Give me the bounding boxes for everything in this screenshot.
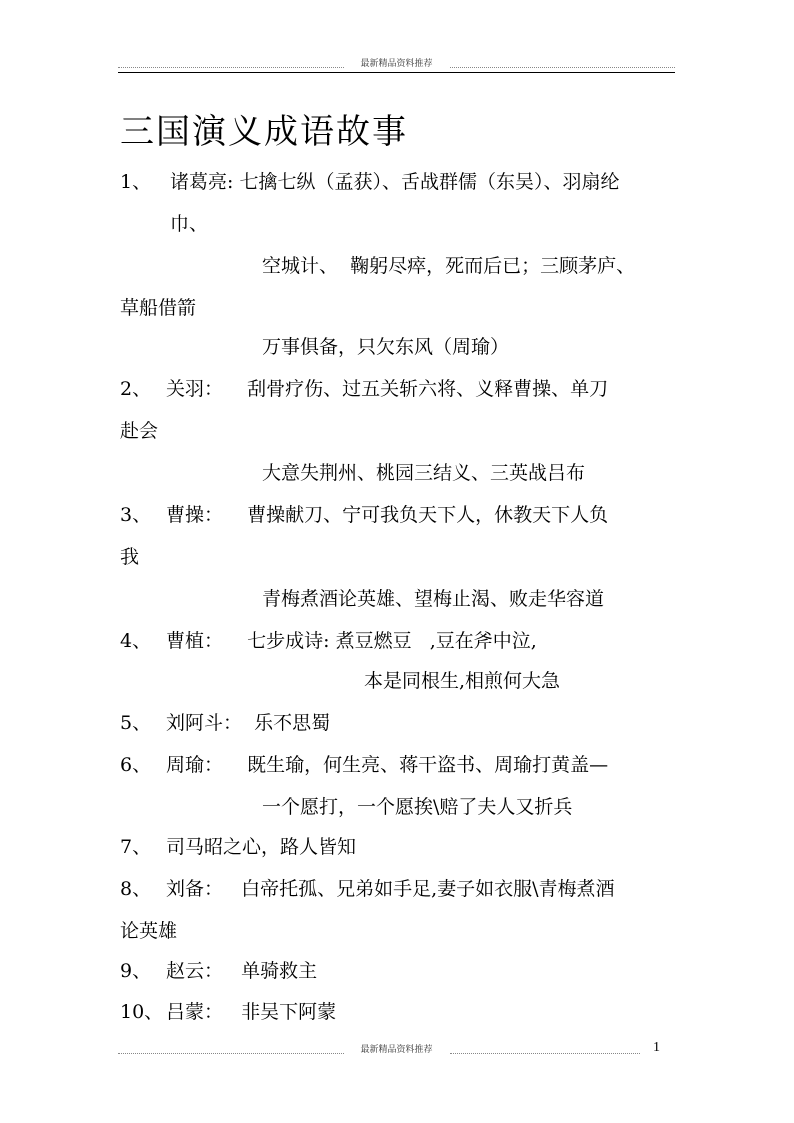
document-title: 三国演义成语故事 <box>120 112 408 152</box>
item-5-number: 5、 <box>120 712 152 734</box>
item-2-text: 关羽： 刮骨疗伤、过五关斩六将、义释曹操、单刀 <box>166 378 609 400</box>
page-number: 1 <box>653 1040 660 1055</box>
item-4-number: 4、 <box>120 630 152 652</box>
header-dotted-rule-right <box>450 67 675 68</box>
item-8-text: 刘备： 白帝托孤、兄弟如手足,妻子如衣服\青梅煮酒 <box>166 878 615 900</box>
item-2-continuation: 大意失荆州、桃园三结义、三英战吕布 <box>262 462 586 484</box>
footer-text: 最新精品资料推荐 <box>360 1045 433 1055</box>
item-1-continuation: 草船借箭 <box>120 297 197 319</box>
page-footer <box>118 1042 675 1060</box>
item-4-continuation: 本是同根生,相煎何大急 <box>364 670 561 692</box>
item-2-number: 2、 <box>120 378 152 400</box>
item-1-continuation: 万事俱备，只欠东风（周瑜） <box>262 336 510 358</box>
item-1-text: 诸葛亮: 七擒七纵（孟获）、舌战群儒（东吴）、羽扇纶 <box>170 171 620 193</box>
item-10-number: 10、 <box>120 1001 164 1023</box>
item-6-continuation: 一个愿打，一个愿挨\赔了夫人又折兵 <box>262 796 573 818</box>
item-5-text: 刘阿斗： 乐不思蜀 <box>166 712 331 734</box>
item-6-number: 6、 <box>120 754 152 776</box>
item-1-number: 1、 <box>120 171 152 193</box>
header-rule <box>118 72 675 73</box>
item-2-continuation: 赴会 <box>120 420 159 442</box>
item-6-text: 周瑜： 既生瑜，何生亮、蒋干盗书、周瑜打黄盖— <box>166 754 609 776</box>
item-7-text: 司马昭之心，路人皆知 <box>166 836 357 858</box>
item-10-text: 吕蒙： 非吴下阿蒙 <box>166 1001 337 1023</box>
item-3-number: 3、 <box>120 504 152 526</box>
item-9-number: 9、 <box>120 960 152 982</box>
item-8-continuation: 论英雄 <box>120 920 178 942</box>
item-8-number: 8、 <box>120 878 152 900</box>
item-3-continuation: 我 <box>120 546 140 568</box>
item-9-text: 赵云： 单骑救主 <box>166 960 318 982</box>
item-1-continuation: 巾、 <box>170 213 209 235</box>
footer-dotted-rule-right <box>450 1053 640 1054</box>
item-7-number: 7、 <box>120 836 152 858</box>
item-3-text: 曹操： 曹操献刀、宁可我负天下人，休教天下人负 <box>166 504 609 526</box>
item-4-text: 曹植： 七步成诗: 煮豆燃豆 ,豆在斧中泣, <box>166 630 537 652</box>
item-1-continuation: 空城计、 鞠躬尽瘁，死而后已；三顾茅庐、 <box>262 255 636 277</box>
item-3-continuation: 青梅煮酒论英雄、望梅止渴、败走华容道 <box>262 588 605 610</box>
header-text: 最新精品资料推荐 <box>360 59 433 69</box>
